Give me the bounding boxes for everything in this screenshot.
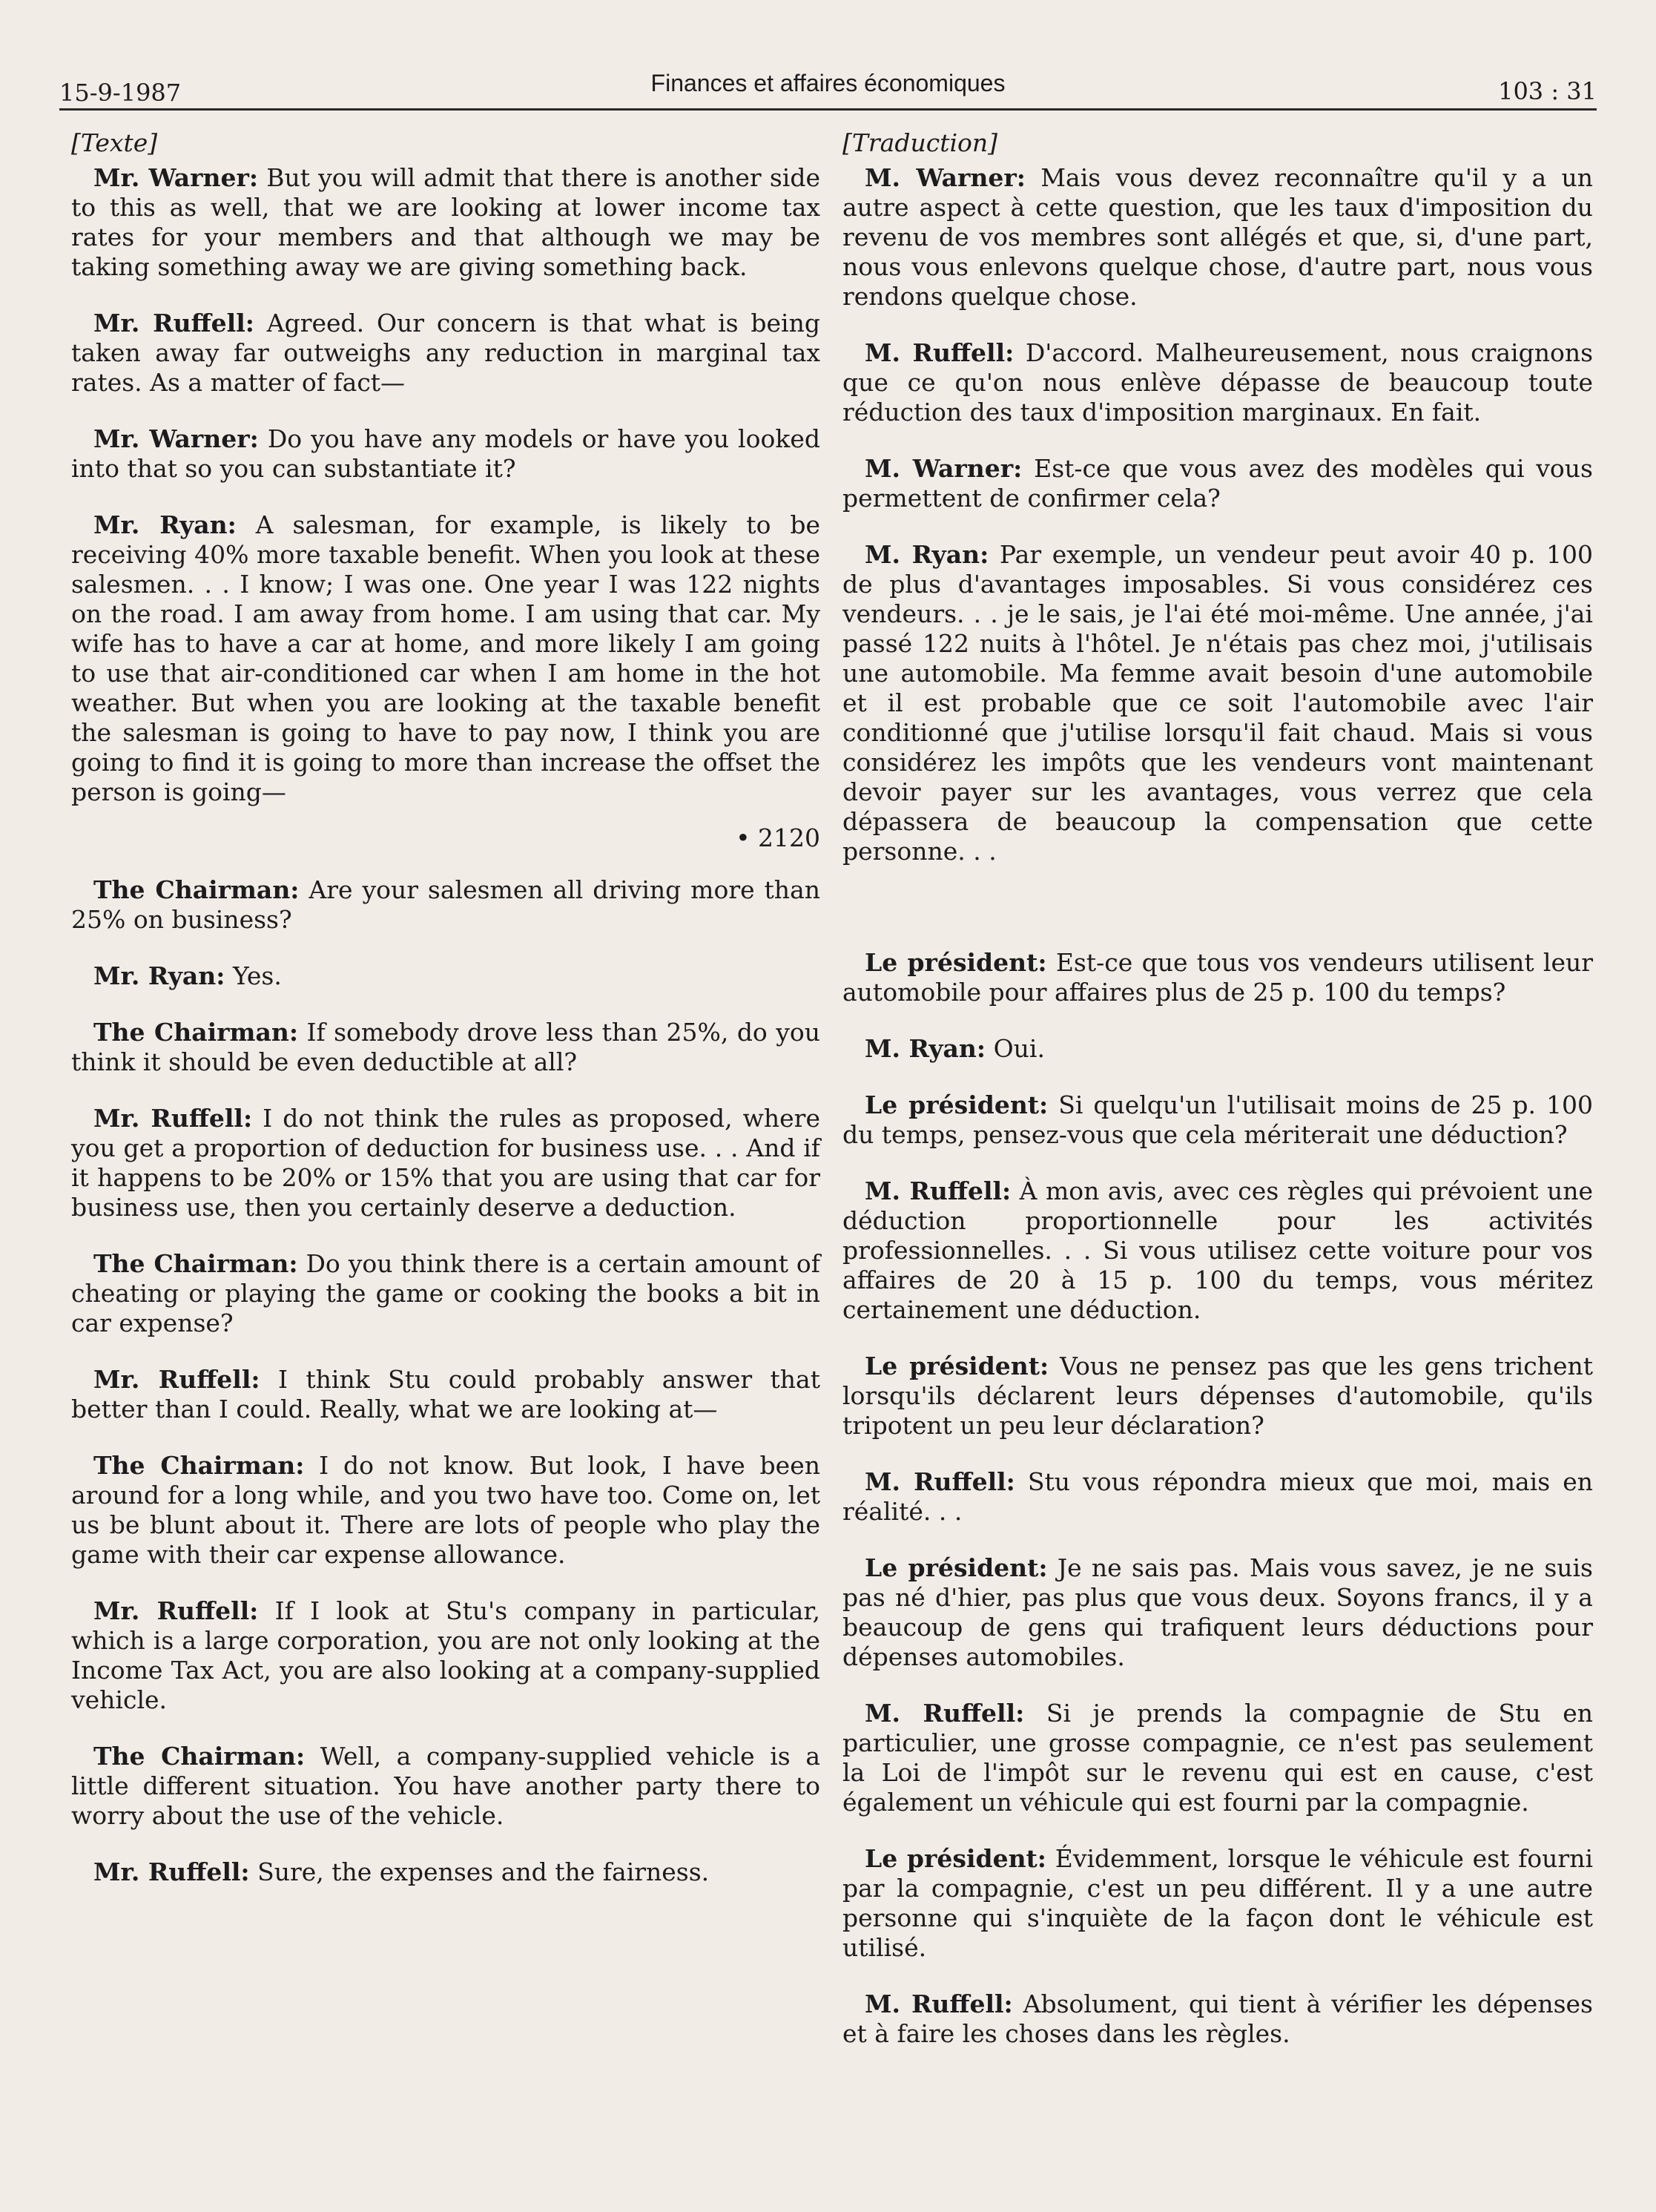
paragraph — [71, 1018, 820, 1077]
speech: Est-ce que tous vos vendeurs utilisent leur automobile pour affaires plus de 25 p. 100 du temps? — [842, 948, 1593, 1007]
paragraph — [842, 1352, 1593, 1441]
speaker: Mr. Ruffell: — [93, 1857, 250, 1886]
paragraph — [842, 454, 1593, 513]
speaker: The Chairman: — [93, 1018, 299, 1047]
speech: Par exemple, un vendeur peut avoir 40 p. 100 de plus d'avantages imposables. Si vous considérez ces vendeurs. . . je le sais, je l'ai été moi-même. Une année, j'ai passé 122 nuits à l'hôtel. Je n'étais pas chez moi, j'utilisais une automobile. Ma femme avait besoin d'une automobile et il est probable que ce soit l'automobile avec l'air conditionné que j'utilise lorsqu'il fait chaud. Mais si vous considérez les impôts que les vendeurs vont maintenant devoir payer sur les avantages, vous verrez que cela dépassera de beaucoup la compensation que cette personne. . . — [842, 540, 1593, 866]
time-marker: • 2120 — [736, 823, 820, 852]
speaker: Le président: — [865, 1553, 1048, 1582]
speaker: M. Ryan: — [865, 1034, 986, 1063]
paragraph — [71, 875, 820, 935]
paragraph — [842, 338, 1593, 427]
page-header — [59, 65, 1597, 110]
speaker: Mr. Ruffell: — [93, 309, 254, 338]
speech: D'accord. Malheureusement, nous craignons que ce qu'on nous enlève dépasse de beaucoup toute réduction des taux d'imposition marginaux. En fait. — [842, 338, 1594, 427]
header-rule — [59, 108, 1597, 111]
paragraph — [71, 163, 820, 282]
paragraph — [71, 1104, 820, 1222]
speaker: Mr. Ruffell: — [93, 1104, 253, 1133]
speaker: Le président: — [865, 1352, 1049, 1380]
paragraph — [842, 948, 1593, 1007]
speech: Well, a company-supplied vehicle is a little different situation. You have another party there to worry about the use of the vehicle. — [71, 1742, 820, 1830]
paragraph — [71, 1596, 820, 1715]
paragraph — [71, 1249, 820, 1338]
speech: I do not know. But look, I have been around for a long while, and you two have too. Come on, let us be blunt about it. There are lots of people who play the game with their car expense allowance. — [71, 1451, 820, 1569]
speech: Mais vous devez reconnaître qu'il y a un autre aspect à cette question, que les taux d'imposition du revenu de vos membres sont allégés et que, si, d'une part, nous vous enlevons quelque chose, d'autre part, nous vous rendons quelque chose. — [842, 163, 1593, 311]
speaker: The Chairman: — [93, 875, 300, 904]
header-title: Finances et affaires économiques — [650, 70, 1006, 96]
speech: If somebody drove less than 25%, do you think it should be even deductible at all? — [71, 1018, 820, 1076]
speech: Vous ne pensez pas que les gens trichent lorsqu'ils déclarent leurs dépenses d'automobile, qu'ils tripotent un peu leur déclaration? — [842, 1352, 1593, 1440]
speech: Yes. — [225, 961, 282, 990]
french-column — [842, 126, 1593, 2076]
speech: Si je prends la compagnie de Stu en particulier, une grosse compagnie, ce n'est pas seulement la Loi de l'impôt sur le revenu qui est en cause, c'est également un véhicule qui est fourni par la compagnie. — [842, 1699, 1593, 1817]
paragraph — [842, 540, 1593, 866]
paragraph — [71, 424, 820, 484]
paragraph — [71, 510, 820, 807]
speech: Si quelqu'un l'utilisait moins de 25 p. 100 du temps, pensez-vous que cela mériterait une déduction? — [842, 1090, 1593, 1149]
speaker: M. Ruffell: — [865, 338, 1015, 367]
speaker: The Chairman: — [93, 1451, 305, 1480]
header-page-number: 103 : 31 — [1498, 77, 1597, 105]
speaker: M. Ruffell: — [865, 1989, 1013, 2018]
speech: Oui. — [986, 1034, 1045, 1063]
paragraph — [71, 1742, 820, 1831]
paragraph — [71, 309, 820, 398]
speaker: Le président: — [865, 1090, 1049, 1119]
speech: If I look at Stu's company in particular, which is a large corporation, you are not only looking at the Income Tax Act, you are also looking at a company-supplied vehicle. — [71, 1596, 820, 1714]
speech: Évidemment, lorsque le véhicule est fourni par la compagnie, c'est un peu différent. Il y a une autre personne qui s'inquiète de la façon dont le véhicule est utilisé. — [842, 1844, 1594, 1962]
speaker: M. Warner: — [865, 163, 1026, 192]
speech: Sure, the expenses and the fairness. — [249, 1857, 710, 1886]
speech: Stu vous répondra mieux que moi, mais en réalité. . . — [842, 1467, 1594, 1526]
speaker: Le président: — [865, 1844, 1046, 1873]
speaker: The Chairman: — [93, 1742, 306, 1771]
speech: Agreed. Our concern is that what is being taken away far outweighs any reduction in marginal tax rates. As a matter of fact— — [71, 309, 820, 397]
speaker: Mr. Warner: — [93, 424, 259, 453]
column-label: [Texte] — [71, 128, 158, 157]
speech: Je ne sais pas. Mais vous savez, je ne suis pas né d'hier, pas plus que vous deux. Soyons francs, il y a beaucoup de gens qui trafiquent leurs déductions pour dépenses automobiles. — [842, 1553, 1593, 1671]
paragraph — [842, 1553, 1593, 1672]
speaker: Mr. Ryan: — [93, 510, 237, 539]
speaker: M. Warner: — [865, 454, 1023, 483]
paragraph — [842, 1034, 1593, 1064]
header-date: 15-9-1987 — [59, 79, 182, 107]
speaker: The Chairman: — [93, 1249, 298, 1278]
speech: Are your salesmen all driving more than 25% on business? — [71, 875, 820, 934]
paragraph — [842, 163, 1593, 312]
speech: Absolument, qui tient à vérifier les dépenses et à faire les choses dans les règles. — [842, 1989, 1593, 2048]
paragraph — [71, 1451, 820, 1570]
paragraph — [71, 961, 820, 991]
english-column — [71, 126, 820, 1914]
speaker: M. Ruffell: — [865, 1176, 1012, 1205]
speaker: Le président: — [865, 948, 1047, 977]
paragraph — [842, 1176, 1593, 1325]
speech: À mon avis, avec ces règles qui prévoient une déduction proportionnelle pour les activités professionnelles. . . Si vous utilisez cette voiture pour vos affaires de 20 à 15 p. 100 du temps, vous méritez certainement une déduction. — [842, 1176, 1593, 1324]
speaker: Mr. Ruffell: — [93, 1365, 260, 1394]
paragraph — [842, 1090, 1593, 1150]
speaker: M. Ruffell: — [865, 1467, 1015, 1496]
paragraph — [842, 1989, 1593, 2049]
speech: Do you think there is a certain amount of cheating or playing the game or cooking the books a bit in car expense? — [71, 1249, 820, 1337]
speaker: Mr. Warner: — [93, 163, 259, 192]
paragraph — [71, 1857, 820, 1887]
speaker: Mr. Ruffell: — [93, 1596, 259, 1625]
speech: Est-ce que vous avez des modèles qui vous permettent de confirmer cela? — [842, 454, 1593, 513]
speaker: Mr. Ryan: — [93, 961, 225, 990]
speaker: M. Ryan: — [865, 540, 989, 569]
speaker: M. Ruffell: — [865, 1699, 1025, 1728]
speech: But you will admit that there is another side to this as well, that we are looking at lower income tax rates for your members and that although we may be taking something away we are giving something back. — [71, 163, 820, 281]
speech: Do you have any models or have you looked into that so you can substantiate it? — [71, 424, 820, 483]
paragraph — [842, 1467, 1593, 1527]
paragraph — [842, 1699, 1593, 1817]
speech: I think Stu could probably answer that better than I could. Really, what we are looking at— — [71, 1365, 820, 1423]
speech: A salesman, for example, is likely to be receiving 40% more taxable benefit. When you look at these salesmen. . . I know; I was one. One year I was 122 nights on the road. I am away from home. I am using that car. My wife has to have a car at home, and more likely I am going to use that air-conditioned car when I am home in the hot weather. But when you are looking at the taxable benefit the salesman is going to have to pay now, I think you are going to find it is going to more than increase the offset the person is going— — [71, 510, 820, 806]
paragraph — [71, 1365, 820, 1424]
column-label: [Traduction] — [842, 128, 998, 157]
speech: I do not think the rules as proposed, where you get a proportion of deduction for business use. . . And if it happens to be 20% or 15% that you are using that car for business use, then you certainly deserve a deduction. — [71, 1104, 820, 1222]
paragraph — [842, 1844, 1593, 1963]
